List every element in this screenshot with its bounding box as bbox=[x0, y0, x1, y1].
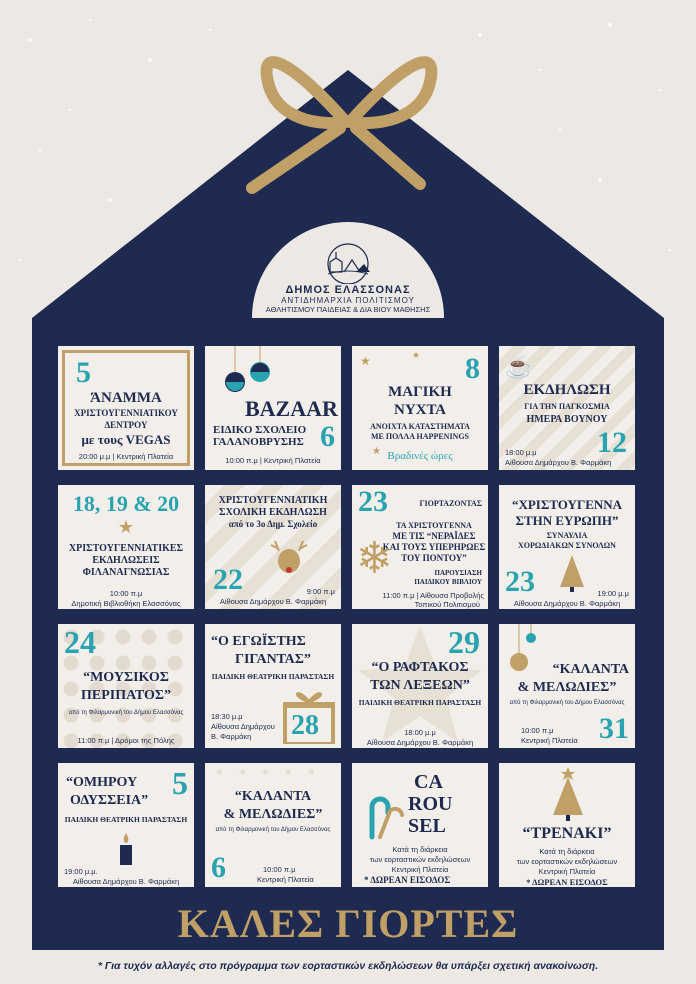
event-cell-11 bbox=[352, 624, 488, 748]
event-title: ΤΑ ΧΡΙΣΤΟΥΓΕΝΝΑ bbox=[396, 521, 472, 530]
municipality-emblem-icon bbox=[308, 240, 388, 284]
event-title: ΕΚΔΗΛΩΣΕΙΣ bbox=[92, 555, 160, 566]
christmas-tree-icon bbox=[551, 765, 585, 823]
event-title: ΧΡΙΣΤΟΥΓΕΝΝΙΑΤΙΚΟΥ bbox=[74, 408, 178, 418]
event-cell-13 bbox=[58, 763, 194, 887]
event-title: ΕΚΔΗΛΩΣΗ bbox=[523, 382, 611, 398]
reindeer-icon bbox=[267, 537, 311, 577]
event-day: 6 bbox=[211, 851, 226, 884]
event-info: Αίθουσα Δημάρχου Β. Φαρμάκη bbox=[505, 458, 612, 467]
event-day: 22 bbox=[213, 563, 243, 596]
event-subtitle: Κεντρική Πλατεία bbox=[538, 867, 596, 876]
event-subtitle: ΓΙΑ ΤΗΝ ΠΑΓΚΟΣΜΙΑ bbox=[524, 402, 610, 411]
candy-cane-icon bbox=[364, 791, 404, 841]
event-subtitle: από τη Φιλαρμονική του Δήμου Ελασσόνας bbox=[509, 700, 625, 706]
event-title: ΟΔΥΣΣΕΙΑ” bbox=[70, 793, 149, 808]
event-cell-8 bbox=[499, 485, 635, 609]
event-subtitle: ΣΥΝΑΥΛΙΑ bbox=[546, 531, 588, 540]
ornament-icon bbox=[205, 346, 341, 396]
ornament-icon bbox=[509, 624, 549, 676]
event-info: 10:00 π.μ bbox=[521, 726, 554, 735]
event-info: Βραδινές ώρες bbox=[387, 450, 453, 462]
event-title: ΣΧΟΛΙΚΗ ΕΚΔΗΛΩΣΗ bbox=[219, 507, 327, 518]
event-cell-1 bbox=[58, 346, 194, 470]
event-info: 10:00 π.μ bbox=[109, 589, 143, 598]
event-title: ΦΙΛΑΝΑΓΝΩΣΙΑΣ bbox=[82, 567, 170, 578]
event-cell-16 bbox=[499, 763, 635, 887]
event-info: Αίθουσα Δημάρχου Β. Φαρμάκη bbox=[513, 599, 621, 608]
event-subtitle: των εορταστικών εκδηλώσεων bbox=[516, 857, 618, 866]
event-title: ΆΝΑΜΜΑ bbox=[90, 390, 162, 406]
event-subtitle: Κατά τη διάρκεια bbox=[539, 847, 595, 856]
event-subtitle: από τη Φιλαρμονική του Δήμου Ελασσόνας bbox=[68, 710, 184, 716]
event-day: 29 bbox=[448, 624, 480, 660]
event-info: Αίθουσα Δημάρχου Β. Φαρμάκη bbox=[72, 877, 180, 886]
event-info: Δημοτική Βιβλιοθήκη Ελασσόνας bbox=[71, 599, 181, 608]
mug-icon: ☕ bbox=[505, 354, 533, 379]
star-icon: ★★★★★ bbox=[215, 767, 330, 778]
event-title: ΠΕΡΙΠΑΤΟΣ” bbox=[81, 688, 171, 703]
event-info: Τοπικού Πολιτισμού bbox=[414, 600, 480, 609]
event-info: 9:00 π.μ bbox=[306, 587, 335, 596]
event-cell-4 bbox=[499, 346, 635, 470]
event-subtitle: ΠΑΙΔΙΚΗ ΘΕΑΤΡΙΚΗ ΠΑΡΑΣΤΑΣΗ bbox=[358, 698, 482, 707]
event-title: ΤΩΝ ΛΕΞΕΩΝ” bbox=[370, 678, 470, 693]
event-day: 24 bbox=[64, 624, 96, 660]
event-title: ΧΡΙΣΤΟΥΓΕΝΝΙΑΤΙΚΕΣ bbox=[68, 543, 184, 554]
star-icon: ★ bbox=[117, 517, 135, 537]
event-cell-15 bbox=[352, 763, 488, 887]
event-subtitle: ΠΑΙΔΙΚΗ ΘΕΑΤΡΙΚΗ ΠΑΡΑΣΤΑΣΗ bbox=[64, 815, 188, 824]
event-title: από το 3ο Δημ. Σχολείο bbox=[228, 519, 318, 529]
event-title: ΣΤΗΝ ΕΥΡΩΠΗ” bbox=[515, 513, 619, 528]
event-day: 6 bbox=[320, 420, 335, 453]
greeting-title: ΚΑΛΕΣ ΓΙΟΡΤΕΣ bbox=[177, 901, 519, 946]
star-icon: ★ bbox=[372, 446, 381, 457]
event-day: 31 bbox=[599, 712, 629, 745]
event-title: ΜΕ ΤΙΣ “ΝΕΡΑΪΔΕΣ bbox=[392, 531, 476, 541]
event-cell-7 bbox=[352, 485, 488, 609]
event-cell-9 bbox=[58, 624, 194, 748]
event-title: ΔΕΝΤΡΟΥ bbox=[104, 420, 148, 430]
event-title: & ΜΕΛΩΔΙΕΣ” bbox=[517, 680, 617, 695]
event-info: Αίθουσα Δημάρχου Β. Φαρμάκη bbox=[366, 738, 474, 747]
event-title: ΜΑΓΙΚΗ bbox=[388, 384, 452, 400]
event-title: ΧΡΙΣΤΟΥΓΕΝΝΙΑΤΙΚΗ bbox=[218, 495, 328, 506]
candle-icon bbox=[118, 831, 134, 865]
event-info: 18:00 μ.μ bbox=[404, 728, 436, 737]
event-cell-6 bbox=[205, 485, 341, 609]
logo-title: ΔΗΜΟΣ ΕΛΑΣΣΟΝΑΣ bbox=[285, 284, 411, 296]
event-title: & ΜΕΛΩΔΙΕΣ” bbox=[223, 807, 323, 822]
event-subtitle: ΜΕ ΠΟΛΛΑ HAPPENINGS bbox=[371, 432, 469, 441]
logo-line2: ΑΝΤΙΔΗΜΑΡΧΙΑ ΠΟΛΙΤΙΣΜΟΥ bbox=[281, 296, 415, 305]
event-cell-3 bbox=[352, 346, 488, 470]
logo-line3: ΑΘΛΗΤΙΣΜΟΥ ΠΑΙΔΕΙΑΣ & ΔΙΑ ΒΙΟΥ ΜΑΘΗΣΗΣ bbox=[265, 305, 431, 314]
event-title: ΚΑΙ ΤΟΥΣ ΥΠΕΡΗΡΩΕΣ bbox=[382, 542, 486, 552]
event-day: 12 bbox=[597, 426, 627, 459]
event-day: 5 bbox=[172, 765, 188, 801]
event-info: Αίθουσα Δημάρχου Β. Φαρμάκη bbox=[219, 597, 327, 606]
event-title: “ΚΑΛΑΝΤΑ bbox=[234, 789, 312, 804]
event-title: SEL bbox=[408, 815, 446, 837]
event-subtitle: Κεντρική Πλατεία bbox=[391, 865, 449, 874]
event-info: Β. Φαρμάκη bbox=[211, 732, 252, 741]
event-info: 19:00 μ.μ. bbox=[64, 867, 98, 876]
event-info: Κεντρική Πλατεία bbox=[257, 875, 314, 884]
event-title: ΓΙΟΡΤΑΖΟΝΤΑΣ bbox=[419, 499, 482, 508]
snowflake-icon: ❄ bbox=[356, 534, 393, 583]
event-title: ΓΙΓΑΝΤΑΣ” bbox=[235, 652, 311, 667]
event-title: “Ο ΡΑΦΤΑΚΟΣ bbox=[371, 660, 469, 675]
event-info: 19:00 μ.μ bbox=[597, 589, 629, 598]
event-info: Κεντρική Πλατεία bbox=[521, 736, 578, 745]
star-icon: ★ bbox=[412, 350, 421, 360]
event-info: 11:00 π.μ | Δρόμοι της Πόλης bbox=[77, 736, 175, 745]
event-subtitle: ΠΑΡΟΥΣΙΑΣΗ bbox=[434, 569, 482, 577]
event-info: 10:00 π.μ bbox=[263, 865, 296, 874]
event-subtitle: από τη Φιλαρμονική του Δήμου Ελασσόνας bbox=[215, 827, 331, 833]
event-info: 10:00 π.μ | Κεντρική Πλατεία bbox=[225, 456, 321, 465]
event-day: 18, 19 & 20 bbox=[72, 491, 180, 516]
event-subtitle: ΗΜΕΡΑ ΒΟΥΝΟΥ bbox=[526, 414, 608, 425]
event-title: με τους VEGAS bbox=[81, 432, 171, 447]
event-info: Αίθουσα Δημάρχου bbox=[211, 722, 275, 731]
event-subtitle: ΠΑΙΔΙΚΟΥ ΒΙΒΛΙΟΥ bbox=[414, 578, 482, 586]
star-icon: ★ bbox=[360, 354, 371, 368]
event-title: BAZAAR bbox=[245, 396, 338, 421]
event-subtitle: των εορταστικών εκδηλώσεων bbox=[369, 855, 471, 864]
event-info: 11:00 π.μ | Αίθουσα Προβολής bbox=[382, 591, 484, 600]
event-day: 23 bbox=[505, 565, 535, 598]
event-title: ΤΟΥ ΠΟΝΤΟΥ” bbox=[401, 553, 467, 563]
event-subtitle: ΠΑΙΔΙΚΗ ΘΕΑΤΡΙΚΗ ΠΑΡΑΣΤΑΣΗ bbox=[211, 672, 335, 681]
event-cell-12 bbox=[499, 624, 635, 748]
footnote: * Για τυχόν αλλαγές στο πρόγραμμα των εορταστικών εκδηλώσεων θα υπάρξει σχετική ανακοίνωση. bbox=[97, 960, 599, 972]
event-day: 5 bbox=[76, 356, 91, 389]
event-cell-14 bbox=[205, 763, 341, 887]
event-subtitle: ΓΑΛΑΝΟΒΡΥΣΗΣ bbox=[213, 436, 304, 448]
event-title: CA bbox=[414, 771, 443, 793]
free-entry-label: * ΔΩΡΕΑΝ ΕΙΣΟΔΟΣ bbox=[526, 877, 608, 887]
event-subtitle: ΧΟΡΩΔΙΑΚΩΝ ΣΥΝΟΛΩΝ bbox=[518, 541, 616, 550]
event-day: 8 bbox=[465, 352, 480, 385]
event-title: ROU bbox=[408, 793, 453, 815]
event-cell-10 bbox=[205, 624, 341, 748]
event-cell-2 bbox=[205, 346, 341, 470]
event-title: “ΧΡΙΣΤΟΥΓΕΝΝΑ bbox=[511, 497, 623, 512]
event-title: ΝΥΧΤΑ bbox=[394, 402, 446, 418]
event-day: 23 bbox=[358, 485, 388, 518]
event-title: “ΟΜΗΡΟΥ bbox=[66, 775, 138, 790]
event-title: “ΜΟΥΣΙΚΟΣ bbox=[83, 670, 169, 685]
event-title: “Ο ΕΓΩΪΣΤΗΣ bbox=[211, 634, 306, 649]
event-title: “ΤΡΕΝΑΚΙ” bbox=[522, 825, 612, 842]
event-day: 28 bbox=[291, 710, 319, 741]
free-entry-label: * ΔΩΡΕΑΝ ΕΙΣΟΔΟΣ bbox=[364, 875, 451, 885]
event-info: 20:00 μ.μ | Κεντρική Πλατεία bbox=[78, 452, 174, 461]
event-subtitle: ΑΝΟΙΧΤΑ ΚΑΤΑΣΤΗΜΑΤΑ bbox=[370, 422, 470, 431]
municipality-logo bbox=[254, 234, 442, 320]
event-title: “ΚΑΛΑΝΤΑ bbox=[552, 662, 629, 677]
christmas-tree-icon bbox=[557, 553, 587, 593]
event-info: 18:00 μ.μ bbox=[505, 448, 537, 457]
event-info: 18:30 μ.μ bbox=[211, 712, 243, 721]
event-subtitle: Κατά τη διάρκεια bbox=[392, 845, 448, 854]
event-subtitle: ΕΙΔΙΚΟ ΣΧΟΛΕΙΟ bbox=[213, 424, 307, 436]
event-cell-5 bbox=[58, 485, 194, 609]
